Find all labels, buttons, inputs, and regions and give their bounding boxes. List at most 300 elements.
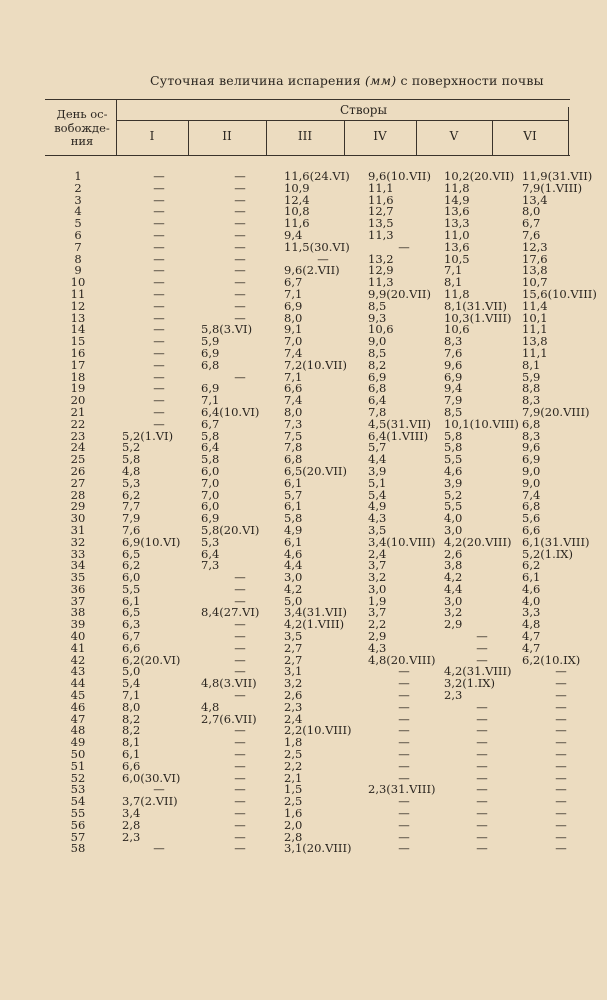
value-cell-iii: 9,1 (284, 324, 303, 337)
value-cell-i: — (153, 406, 165, 419)
value-cell-ii: — (234, 808, 246, 820)
day-cell: 18 (70, 371, 86, 384)
value-cell-i: 5,5 (122, 583, 141, 596)
value-cell-iii: 2,7 (284, 654, 303, 667)
value-cell-iv: — (398, 749, 410, 761)
value-cell-ii: — (234, 265, 246, 278)
value-cell-iv: 6,4 (368, 395, 387, 407)
table-row (40, 714, 600, 726)
value-cell-iv: — (398, 666, 410, 679)
value-cell-iii: 2,7 (284, 642, 303, 655)
value-cell-vi: — (555, 737, 567, 750)
value-cell-ii: 2,7(6.VII) (201, 713, 257, 726)
day-cell: 55 (70, 808, 86, 820)
value-cell-iv: 13,2 (368, 253, 394, 266)
value-cell-ii: 7,1 (201, 395, 220, 407)
day-cell: 9 (74, 265, 82, 278)
value-cell-iv: 4,3 (368, 642, 387, 655)
value-cell-iii: 2,0 (284, 819, 303, 832)
value-cell-iv: — (398, 678, 410, 691)
value-cell-i: 6,2 (122, 489, 141, 502)
value-cell-vi: 4,0 (522, 595, 541, 608)
value-cell-vi: 11,1 (522, 347, 548, 360)
value-cell-iii: 2,5 (284, 796, 303, 809)
value-cell-iii: 7,3 (284, 418, 303, 431)
value-cell-iii: 3,2 (284, 678, 303, 691)
value-cell-ii: 6,4 (201, 442, 220, 455)
value-cell-ii: — (234, 631, 246, 643)
table-row (40, 702, 600, 714)
day-cell: 36 (70, 583, 86, 596)
value-cell-vi: 4,7 (522, 631, 541, 643)
value-cell-ii: — (234, 749, 246, 761)
value-cell-iv: 5,7 (368, 442, 387, 455)
value-cell-iv: 9,3 (368, 312, 387, 325)
table-row (40, 277, 600, 289)
value-cell-ii: — (234, 206, 246, 219)
day-cell: 28 (70, 489, 86, 502)
value-cell-vi: 7,4 (522, 489, 541, 502)
day-cell: 38 (70, 607, 86, 620)
value-cell-vi: 9,6 (522, 442, 541, 455)
header-col-3: III (297, 129, 313, 143)
value-cell-v: 5,5 (444, 454, 463, 466)
value-cell-ii: — (234, 595, 246, 608)
value-cell-vi: 11,1 (522, 324, 548, 337)
value-cell-i: 2,3 (122, 831, 141, 844)
value-cell-vi: 6,8 (522, 501, 541, 514)
table-row (40, 195, 600, 207)
table-row (40, 843, 600, 855)
value-cell-iv: 3,9 (368, 465, 387, 478)
value-cell-i: 3,4 (122, 808, 141, 820)
value-cell-iv: 4,8(20.VIII) (368, 654, 436, 667)
day-cell: 51 (70, 760, 86, 773)
day-cell: 23 (70, 430, 86, 443)
value-cell-iii: 4,9 (284, 524, 303, 537)
header-stvory: Створы (340, 103, 388, 117)
value-cell-ii: 6,4(10.VI) (201, 406, 260, 419)
day-cell: 49 (70, 737, 86, 750)
day-cell: 12 (70, 300, 86, 313)
value-cell-iii: 6,1 (284, 477, 303, 490)
value-cell-vi: 8,3 (522, 430, 541, 443)
value-cell-iii: 7,8 (284, 442, 303, 455)
day-cell: 54 (70, 796, 86, 809)
day-cell: 42 (70, 654, 86, 667)
day-cell: 39 (70, 619, 86, 632)
table-row (40, 360, 600, 372)
value-cell-ii: 5,8(20.VI) (201, 524, 260, 537)
value-cell-iii: 6,9 (284, 300, 303, 313)
value-cell-v: 4,2 (444, 572, 463, 584)
day-cell: 7 (74, 241, 82, 254)
value-cell-i: 5,4 (122, 678, 141, 691)
value-cell-ii: — (234, 312, 246, 325)
value-cell-vi: 6,8 (522, 418, 541, 431)
value-cell-v: — (476, 642, 488, 655)
table-row (40, 242, 600, 254)
value-cell-vi: 6,1(31.VIII) (522, 536, 590, 549)
day-cell: 22 (70, 418, 86, 431)
day-cell: 41 (70, 642, 86, 655)
table-row (40, 560, 600, 572)
value-cell-vi: — (555, 713, 567, 726)
value-cell-i: — (153, 300, 165, 313)
value-cell-vi: — (555, 772, 567, 785)
day-cell: 27 (70, 477, 86, 490)
value-cell-iii: 3,0 (284, 572, 303, 584)
value-cell-iv: — (398, 690, 410, 702)
day-cell: 15 (70, 336, 86, 348)
value-cell-iii: 6,5(20.VII) (284, 465, 347, 478)
table-row (40, 643, 600, 655)
header-divider-2 (266, 120, 267, 155)
value-cell-iv: 3,5 (368, 524, 387, 537)
value-cell-v: 3,0 (444, 524, 463, 537)
value-cell-v: 11,0 (444, 229, 470, 242)
header-divider-6 (568, 107, 569, 155)
value-cell-v: 10,1(10.VIII) (444, 418, 519, 431)
value-cell-vi: 5,6 (522, 513, 541, 525)
value-cell-i: — (153, 347, 165, 360)
value-cell-ii: 7,0 (201, 477, 220, 490)
value-cell-vi: 12,3 (522, 241, 548, 254)
header-mid-rule (116, 120, 568, 121)
value-cell-i: — (153, 277, 165, 289)
table-row (40, 289, 600, 301)
value-cell-v: 13,6 (444, 206, 470, 219)
title-unit: (мм) (364, 73, 397, 88)
value-cell-v: 10,3(1.VIII) (444, 312, 512, 325)
day-cell: 57 (70, 831, 86, 844)
value-cell-i: 8,0 (122, 701, 141, 714)
value-cell-iii: 3,5 (284, 631, 303, 643)
table-row (40, 490, 600, 502)
value-cell-iii: 8,0 (284, 312, 303, 325)
value-cell-vi: 4,7 (522, 642, 541, 655)
value-cell-ii: — (234, 288, 246, 301)
value-cell-iii: 2,8 (284, 831, 303, 844)
value-cell-v: — (476, 631, 488, 643)
value-cell-iii: 6,6 (284, 383, 303, 396)
value-cell-v: 4,0 (444, 513, 463, 525)
value-cell-iii: 9,4 (284, 229, 303, 242)
value-cell-v: 13,3 (444, 218, 470, 230)
day-cell: 30 (70, 513, 86, 525)
value-cell-i: 7,1 (122, 690, 141, 702)
header-bottom-rule (45, 155, 570, 156)
value-cell-v: 13,6 (444, 241, 470, 254)
day-cell: 56 (70, 819, 86, 832)
value-cell-ii: — (234, 642, 246, 655)
value-cell-i: — (153, 206, 165, 219)
value-cell-iii: 1,6 (284, 808, 303, 820)
value-cell-iv: 5,4 (368, 489, 387, 502)
value-cell-v: — (476, 725, 488, 738)
value-cell-iii: 7,1 (284, 288, 303, 301)
day-cell: 11 (70, 288, 86, 301)
value-cell-iii: 6,7 (284, 277, 303, 289)
table-row (40, 537, 600, 549)
value-cell-iv: 3,7 (368, 607, 387, 620)
value-cell-iv: — (398, 819, 410, 832)
value-cell-ii: 7,3 (201, 560, 220, 573)
value-cell-v: 7,9 (444, 395, 463, 407)
value-cell-iii: 2,5 (284, 749, 303, 761)
day-cell: 35 (70, 572, 86, 584)
value-cell-vi: 6,2 (522, 560, 541, 573)
value-cell-ii: — (234, 194, 246, 207)
value-cell-iii: 10,9 (284, 182, 310, 195)
table-row (40, 348, 600, 360)
value-cell-v: 8,5 (444, 406, 463, 419)
day-cell: 8 (74, 253, 82, 266)
table-row (40, 808, 600, 820)
value-cell-vi: — (555, 678, 567, 691)
value-cell-vi: 6,1 (522, 572, 541, 584)
table-row (40, 549, 600, 561)
value-cell-ii: — (234, 371, 246, 384)
value-cell-iv: 3,7 (368, 560, 387, 573)
value-cell-iii: 4,2(1.VIII) (284, 619, 345, 632)
value-cell-i: — (153, 265, 165, 278)
value-cell-vi: 7,9(1.VIII) (522, 182, 583, 195)
value-cell-ii: — (234, 666, 246, 679)
value-cell-iii: 2,3 (284, 701, 303, 714)
value-cell-i: 7,7 (122, 501, 141, 514)
value-cell-ii: — (234, 253, 246, 266)
value-cell-v: — (476, 654, 488, 667)
value-cell-ii: 6,0 (201, 501, 220, 514)
day-cell: 26 (70, 465, 86, 478)
table-row (40, 690, 600, 702)
value-cell-iii: 11,6 (284, 218, 310, 230)
table-row (40, 572, 600, 584)
value-cell-vi: 5,9 (522, 371, 541, 384)
value-cell-i: 4,8 (122, 465, 141, 478)
value-cell-i: 5,0 (122, 666, 141, 679)
table-row (40, 301, 600, 313)
table-row (40, 784, 600, 796)
value-cell-v: 11,8 (444, 182, 470, 195)
value-cell-iv: 7,8 (368, 406, 387, 419)
value-cell-i: 6,6 (122, 642, 141, 655)
day-cell: 1 (74, 171, 82, 183)
value-cell-i: 8,1 (122, 737, 141, 750)
table-row (40, 525, 600, 537)
value-cell-iii: 7,4 (284, 395, 303, 407)
value-cell-ii: 6,0 (201, 465, 220, 478)
header-divider-3 (344, 120, 345, 155)
value-cell-vi: — (555, 796, 567, 809)
value-cell-vi: 7,9(20.VIII) (522, 406, 590, 419)
value-cell-i: 6,5 (122, 607, 141, 620)
table-row (40, 596, 600, 608)
value-cell-iv: 1,9 (368, 595, 387, 608)
value-cell-iv: 13,5 (368, 218, 394, 230)
value-cell-vi: 13,4 (522, 194, 548, 207)
value-cell-iii: 7,1 (284, 371, 303, 384)
value-cell-ii: — (234, 796, 246, 809)
day-cell: 13 (70, 312, 86, 325)
value-cell-vi: 17,6 (522, 253, 548, 266)
value-cell-v: 10,6 (444, 324, 470, 337)
day-cell: 46 (70, 701, 86, 714)
value-cell-v: — (476, 784, 488, 797)
value-cell-vi: — (555, 666, 567, 679)
value-cell-ii: 6,9 (201, 513, 220, 525)
value-cell-ii: — (234, 831, 246, 844)
value-cell-iv: — (398, 808, 410, 820)
value-cell-i: — (153, 288, 165, 301)
table-row (40, 737, 600, 749)
header-col-5: V (449, 129, 459, 143)
value-cell-i: 5,2(1.VI) (122, 430, 174, 443)
value-cell-iv: 8,5 (368, 300, 387, 313)
value-cell-i: — (153, 324, 165, 337)
value-cell-iii: 10,8 (284, 206, 310, 219)
value-cell-iii: 12,4 (284, 194, 310, 207)
value-cell-v: 10,5 (444, 253, 470, 266)
table-row (40, 442, 600, 454)
table-row (40, 431, 600, 443)
value-cell-v: 7,6 (444, 347, 463, 360)
value-cell-iv: 6,9 (368, 371, 387, 384)
value-cell-i: 6,0(30.VI) (122, 772, 181, 785)
value-cell-i: — (153, 371, 165, 384)
value-cell-i: 7,9 (122, 513, 141, 525)
value-cell-vi: 8,8 (522, 383, 541, 396)
table-row (40, 395, 600, 407)
value-cell-iii: 2,2(10.VIII) (284, 725, 352, 738)
value-cell-v: 4,6 (444, 465, 463, 478)
value-cell-vi: 9,0 (522, 465, 541, 478)
header-col-2: II (222, 129, 232, 143)
value-cell-iii: 4,2 (284, 583, 303, 596)
value-cell-iv: 2,9 (368, 631, 387, 643)
day-cell: 50 (70, 749, 86, 761)
day-cell: 47 (70, 713, 86, 726)
header-col-4: IV (373, 129, 387, 143)
page-title (150, 73, 544, 88)
value-cell-iii: 2,4 (284, 713, 303, 726)
value-cell-ii: — (234, 737, 246, 750)
value-cell-ii: — (234, 654, 246, 667)
value-cell-v: 8,1 (444, 277, 463, 289)
value-cell-iv: 3,4(10.VIII) (368, 536, 436, 549)
value-cell-ii: 4,8(3.VII) (201, 678, 257, 691)
table-row (40, 478, 600, 490)
day-cell: 25 (70, 454, 86, 466)
table-top-rule (45, 99, 570, 100)
value-cell-ii: 6,8 (201, 359, 220, 372)
value-cell-iii: 9,6(2.VII) (284, 265, 340, 278)
header-divider-4 (416, 120, 417, 155)
value-cell-vi: — (555, 831, 567, 844)
table-row (40, 796, 600, 808)
value-cell-v: 5,2 (444, 489, 463, 502)
value-cell-iv: 12,7 (368, 206, 394, 219)
value-cell-iv: 4,9 (368, 501, 387, 514)
value-cell-i: — (153, 395, 165, 407)
value-cell-iv: — (398, 843, 410, 856)
value-cell-vi: 8,0 (522, 206, 541, 219)
value-cell-iv: 11,1 (368, 182, 394, 195)
value-cell-v: 3,2 (444, 607, 463, 620)
value-cell-i: 6,7 (122, 631, 141, 643)
day-cell: 48 (70, 725, 86, 738)
value-cell-iii: 2,2 (284, 760, 303, 773)
value-cell-vi: 4,6 (522, 583, 541, 596)
value-cell-ii: 8,4(27.VI) (201, 607, 260, 620)
evaporation-table (40, 171, 600, 855)
value-cell-iv: 11,6 (368, 194, 394, 207)
value-cell-v: 3,8 (444, 560, 463, 573)
value-cell-iii: 6,1 (284, 536, 303, 549)
value-cell-v: 5,5 (444, 501, 463, 514)
value-cell-ii: 5,8 (201, 430, 220, 443)
value-cell-iv: — (398, 831, 410, 844)
table-row (40, 183, 600, 195)
value-cell-iv: 4,4 (368, 454, 387, 466)
value-cell-iii: 1,5 (284, 784, 303, 797)
value-cell-i: 6,2 (122, 560, 141, 573)
value-cell-iv: 3,0 (368, 583, 387, 596)
value-cell-ii: 4,8 (201, 701, 220, 714)
day-cell: 4 (74, 206, 82, 219)
table-row (40, 678, 600, 690)
value-cell-iii: 6,1 (284, 501, 303, 514)
value-cell-iii: 11,6(24.VI) (284, 171, 350, 183)
value-cell-iv: 3,2 (368, 572, 387, 584)
value-cell-vi: — (555, 784, 567, 797)
value-cell-i: 5,8 (122, 454, 141, 466)
value-cell-iv: 8,2 (368, 359, 387, 372)
value-cell-v: — (476, 737, 488, 750)
value-cell-ii: — (234, 725, 246, 738)
value-cell-iii: 6,8 (284, 454, 303, 466)
value-cell-iii: 2,1 (284, 772, 303, 785)
value-cell-i: — (153, 171, 165, 183)
value-cell-i: — (153, 182, 165, 195)
value-cell-iii: 5,7 (284, 489, 303, 502)
value-cell-v: — (476, 819, 488, 832)
value-cell-v: 4,2(31.VIII) (444, 666, 512, 679)
value-cell-vi: 10,1 (522, 312, 548, 325)
table-row (40, 407, 600, 419)
value-cell-i: 7,6 (122, 524, 141, 537)
day-cell: 33 (70, 548, 86, 561)
day-cell: 58 (70, 843, 86, 856)
value-cell-ii: — (234, 300, 246, 313)
value-cell-vi: — (555, 701, 567, 714)
table-row (40, 419, 600, 431)
header-divider-5 (492, 120, 493, 155)
value-cell-iv: 5,1 (368, 477, 387, 490)
value-cell-iii: 8,0 (284, 406, 303, 419)
table-row (40, 501, 600, 513)
value-cell-v: — (476, 760, 488, 773)
value-cell-iv: 8,5 (368, 347, 387, 360)
value-cell-iv: 2,4 (368, 548, 387, 561)
table-row (40, 666, 600, 678)
value-cell-iii: 7,2(10.VII) (284, 359, 347, 372)
value-cell-i: 8,2 (122, 713, 141, 726)
value-cell-v: — (476, 749, 488, 761)
day-cell: 31 (70, 524, 86, 537)
value-cell-ii: — (234, 819, 246, 832)
